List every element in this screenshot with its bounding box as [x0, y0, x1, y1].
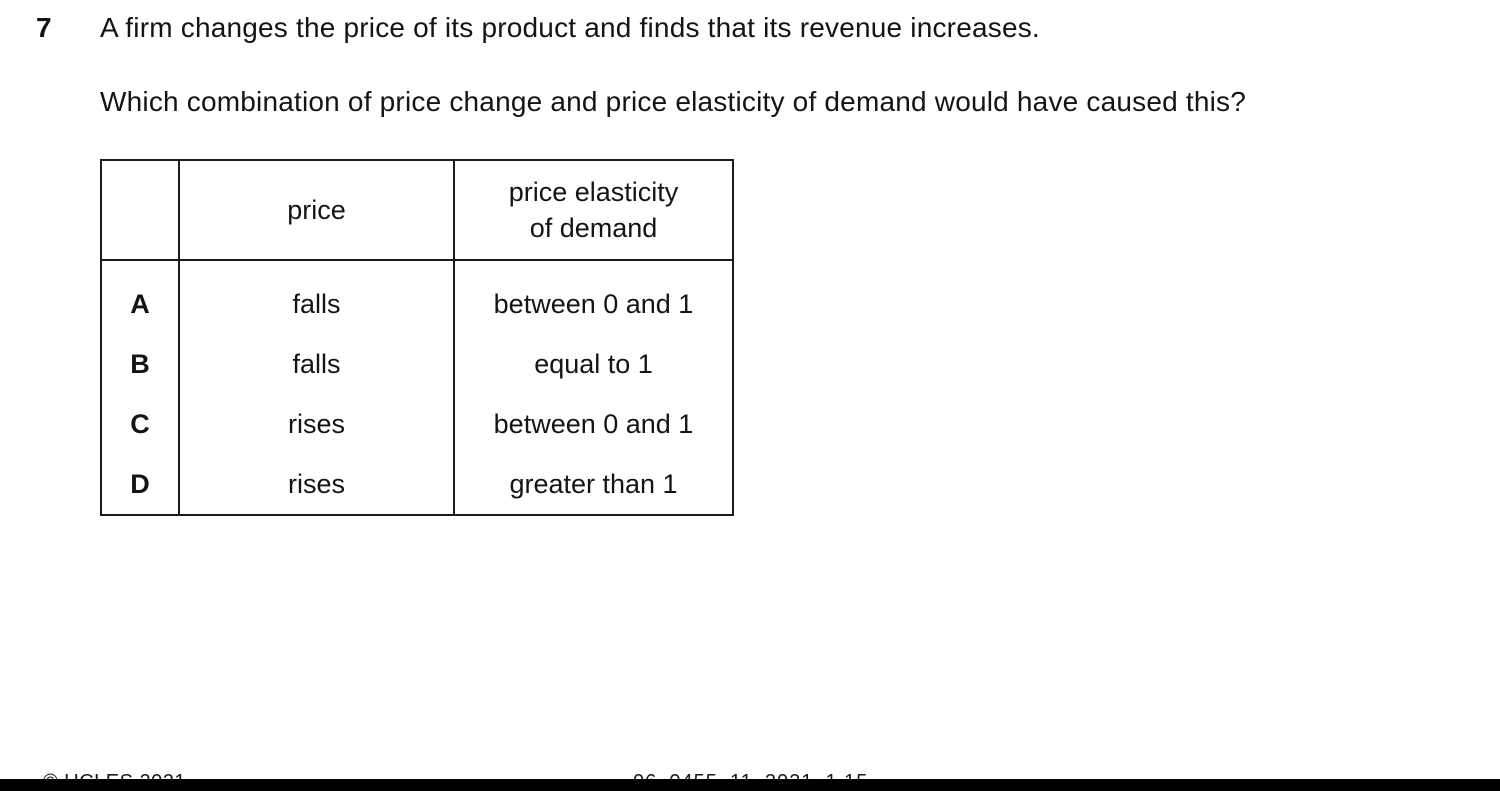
- elasticity-value: equal to 1: [534, 349, 653, 379]
- price-value: falls: [292, 349, 341, 379]
- price-value: falls: [292, 289, 341, 319]
- elasticity-value: between 0 and 1: [493, 409, 694, 439]
- price-column: [179, 260, 454, 515]
- header-elasticity-cell: [454, 160, 733, 260]
- header-elasticity-line1: price elasticity: [508, 177, 679, 207]
- question-statement: A firm changes the price of its product and finds that its revenue increases.: [100, 12, 1040, 43]
- option-letter: B: [130, 349, 150, 379]
- table-body-row: [101, 260, 733, 515]
- header-elasticity-line2: of demand: [529, 213, 658, 243]
- elasticity-value: between 0 and 1: [493, 289, 694, 319]
- price-value: rises: [287, 409, 345, 439]
- elasticity-value: greater than 1: [509, 469, 678, 499]
- option-letter: D: [130, 469, 150, 499]
- option-letter-column: [101, 260, 179, 515]
- question-number: 7: [36, 12, 52, 43]
- option-letter: A: [130, 289, 150, 319]
- question-prompt: Which combination of price change and price elasticity of demand would have caused this?: [100, 86, 1247, 117]
- bottom-redaction-bar: [0, 779, 1500, 791]
- option-letter: C: [130, 409, 150, 439]
- options-table: [100, 159, 734, 516]
- table-header-row: [101, 160, 733, 260]
- header-price-cell: price: [179, 160, 454, 260]
- header-blank-cell: [101, 160, 179, 260]
- elasticity-column: [454, 260, 733, 515]
- price-value: rises: [287, 469, 345, 499]
